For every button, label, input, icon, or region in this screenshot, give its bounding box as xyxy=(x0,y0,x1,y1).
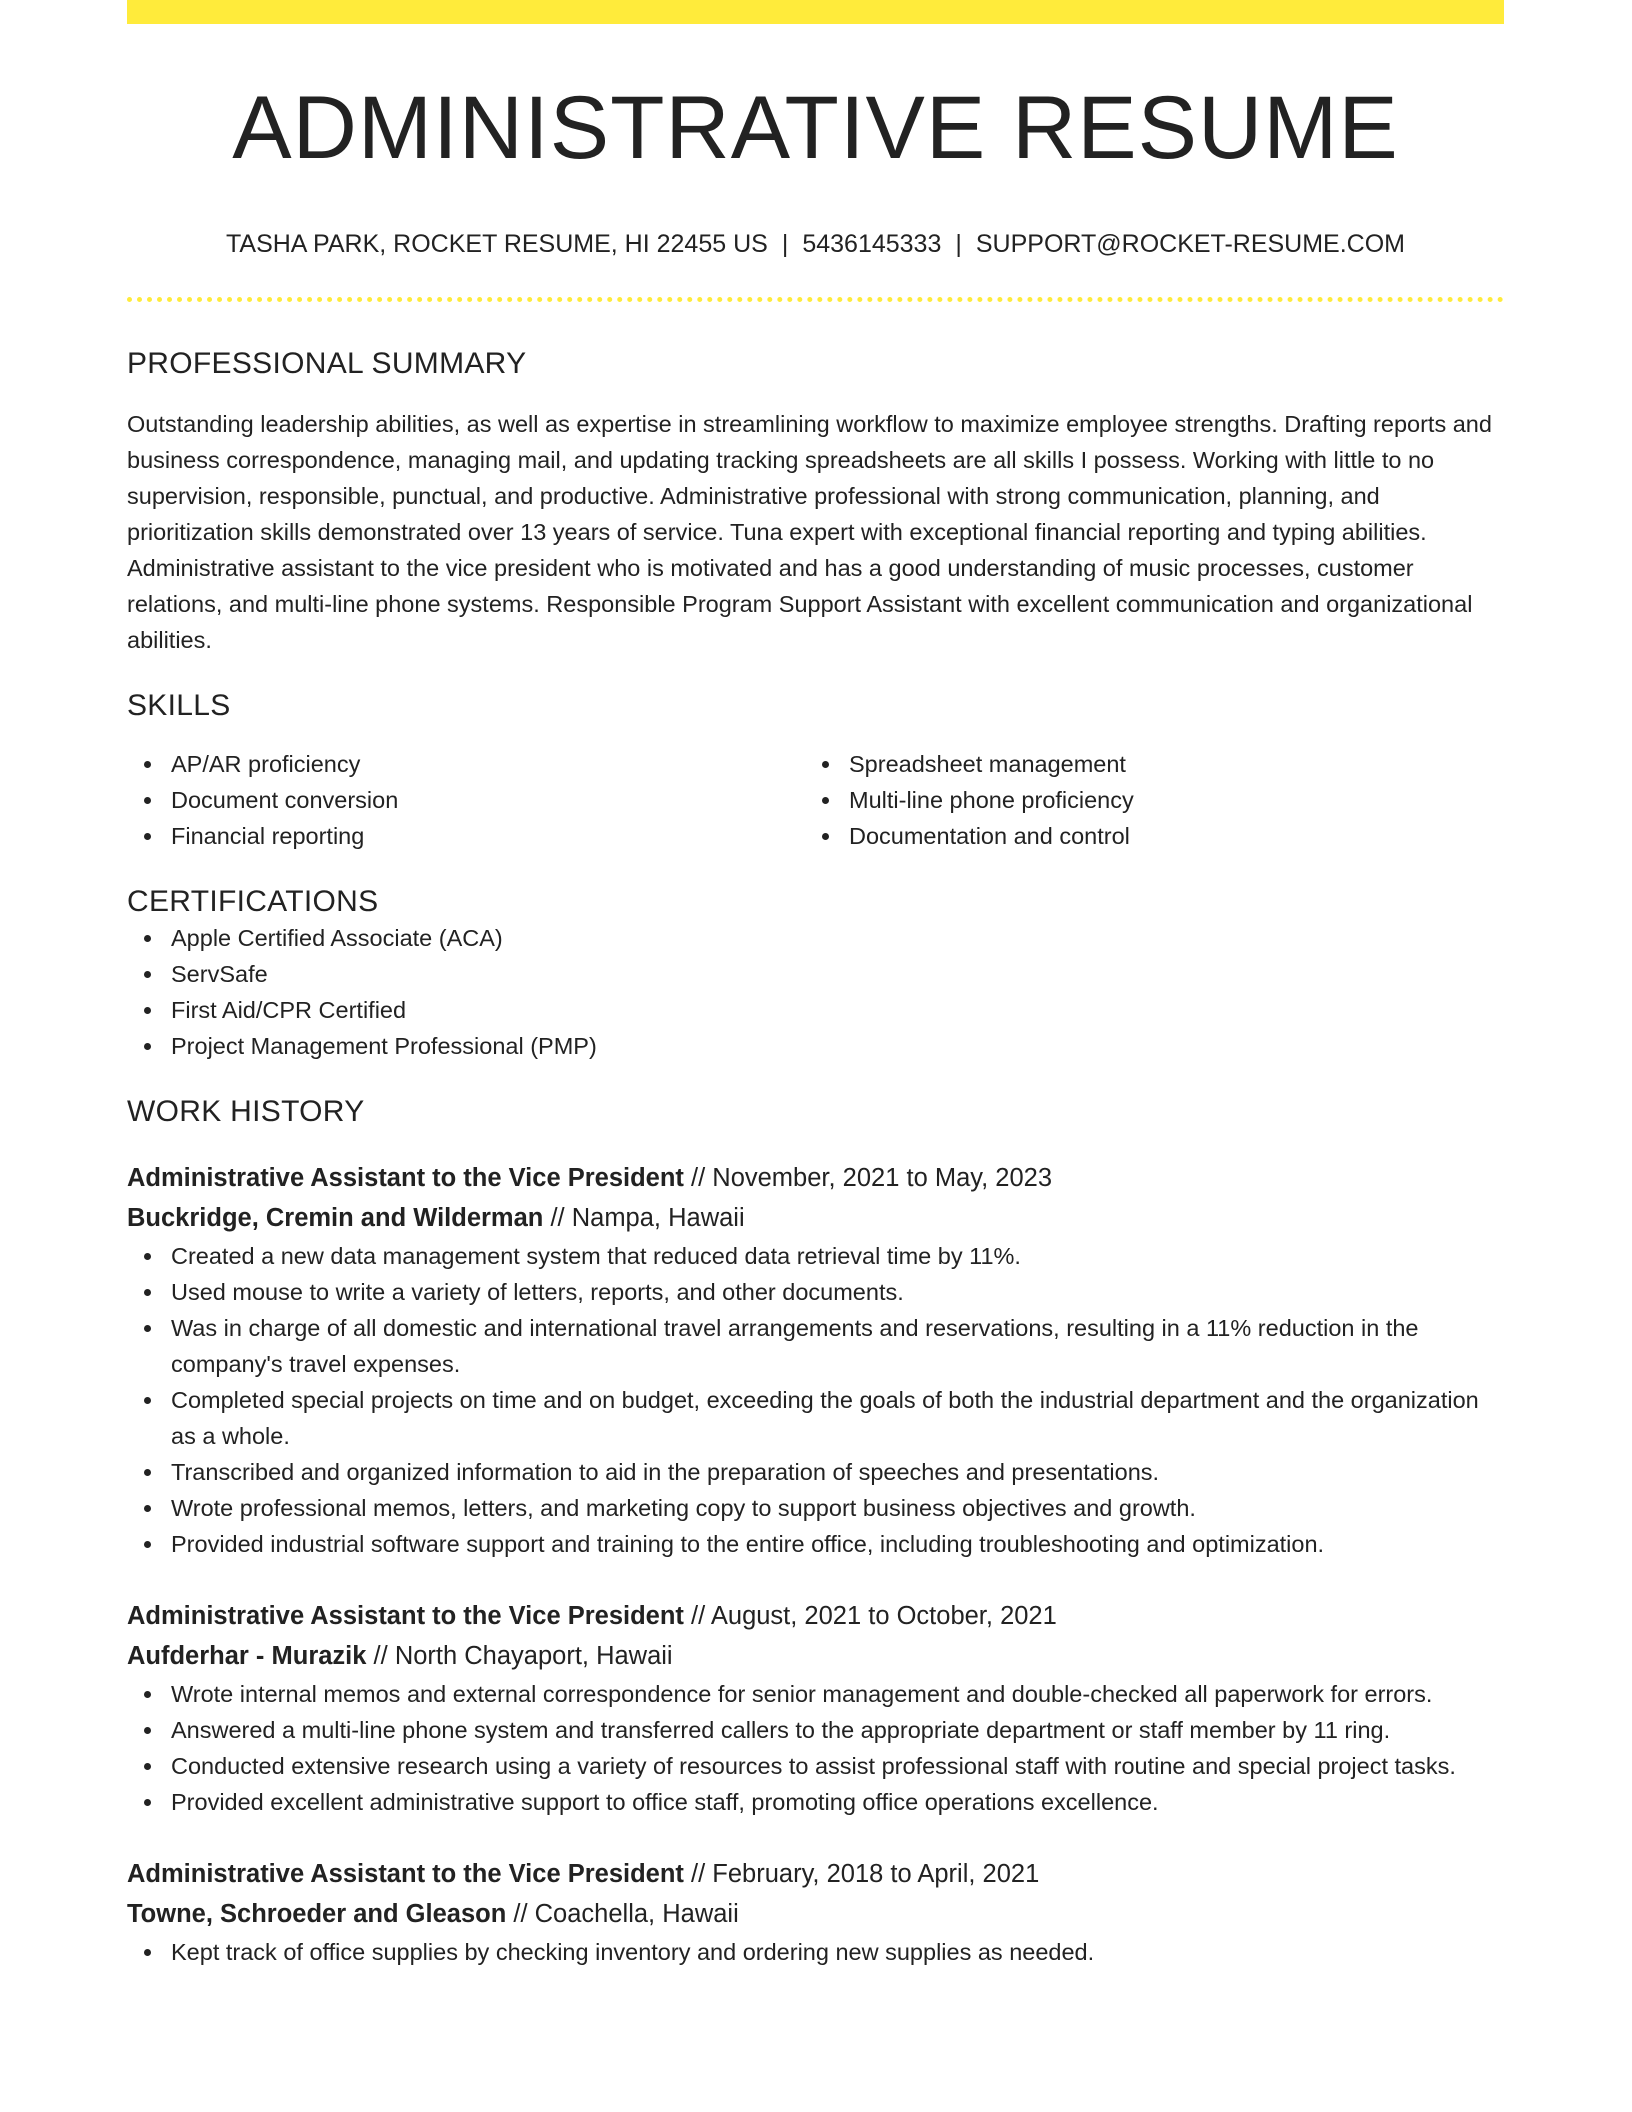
certification-item: Project Management Professional (PMP) xyxy=(127,1028,1504,1064)
certifications-list xyxy=(127,920,1504,1064)
resume-page xyxy=(127,0,1504,1970)
summary-heading: PROFESSIONAL SUMMARY xyxy=(127,346,527,380)
job-title-line xyxy=(127,1158,1504,1198)
job-company-line xyxy=(127,1894,1504,1934)
job-title: Administrative Assistant to the Vice President xyxy=(127,1859,684,1888)
certification-item: First Aid/CPR Certified xyxy=(127,992,1504,1028)
job-company-line xyxy=(127,1636,1504,1676)
job-bullet: Wrote professional memos, letters, and marketing copy to support business objectives and growth. xyxy=(127,1490,1504,1526)
job-dates: November, 2021 to May, 2023 xyxy=(712,1163,1053,1192)
dotted-divider xyxy=(127,297,1504,302)
skills-list-right xyxy=(805,746,1504,854)
certifications-heading: CERTIFICATIONS xyxy=(127,884,379,918)
job-separator: // xyxy=(691,1859,706,1888)
contact-separator: | xyxy=(781,229,789,258)
job-separator: // xyxy=(550,1203,565,1232)
job-separator: // xyxy=(513,1899,528,1928)
job-bullet: Used mouse to write a variety of letters, reports, and other documents. xyxy=(127,1274,1504,1310)
summary-text: Outstanding leadership abilities, as well as expertise in streamlining workflow to maximize employee strengths. Drafting reports and business correspondence, managing mail, and updating tracking spreadsheets are all skills I possess. Working with little to no supervision, responsible, punctual, and productive. Administrative professional with strong communication, planning, and prioritization skills demonstrated over 13 years of service. Tuna expert with exceptional financial reporting and typing abilities. Administrative assistant to the vice president who is motivated and has a good understanding of music processes, customer relations, and multi-line phone systems. Responsible Program Support Assistant with excellent communication and organizational abilities. xyxy=(127,410,1492,653)
job-separator: // xyxy=(691,1163,706,1192)
job-bullet: Was in charge of all domestic and international travel arrangements and reservations, resulting in a 11% reduction in the company's travel expenses. xyxy=(127,1310,1504,1382)
job-bullet: Transcribed and organized information to aid in the preparation of speeches and presentations. xyxy=(127,1454,1504,1490)
job-dates: February, 2018 to April, 2021 xyxy=(712,1859,1040,1888)
job-company: Aufderhar - Murazik xyxy=(127,1641,367,1670)
contact-address: TASHA PARK, ROCKET RESUME, HI 22455 US xyxy=(225,229,768,258)
job-location: North Chayaport, Hawaii xyxy=(394,1641,673,1670)
job-separator: // xyxy=(373,1641,388,1670)
job-entry xyxy=(127,1854,1504,1970)
job-dates: August, 2021 to October, 2021 xyxy=(710,1601,1057,1630)
skill-item: AP/AR proficiency xyxy=(127,746,805,782)
contact-line xyxy=(127,229,1504,259)
skill-item: Multi-line phone proficiency xyxy=(805,782,1504,818)
certification-item: Apple Certified Associate (ACA) xyxy=(127,920,1504,956)
skill-item: Spreadsheet management xyxy=(805,746,1504,782)
job-title: Administrative Assistant to the Vice President xyxy=(127,1601,684,1630)
job-title-line xyxy=(127,1596,1504,1636)
job-bullet: Provided excellent administrative support to office staff, promoting office operations excellence. xyxy=(127,1784,1504,1820)
job-bullet: Completed special projects on time and on budget, exceeding the goals of both the industrial department and the organization as a whole. xyxy=(127,1382,1504,1454)
certification-item: ServSafe xyxy=(127,956,1504,992)
job-location: Coachella, Hawaii xyxy=(534,1899,739,1928)
job-entry xyxy=(127,1596,1504,1820)
work-history-heading: WORK HISTORY xyxy=(127,1094,365,1128)
job-bullet: Answered a multi-line phone system and transferred callers to the appropriate department or staff member by 11 ring. xyxy=(127,1712,1504,1748)
skill-item: Documentation and control xyxy=(805,818,1504,854)
job-bullets xyxy=(127,1934,1504,1970)
job-bullets xyxy=(127,1238,1504,1562)
job-bullet: Kept track of office supplies by checking inventory and ordering new supplies as needed. xyxy=(127,1934,1504,1970)
skills-grid xyxy=(127,746,1504,854)
job-bullets xyxy=(127,1676,1504,1820)
job-title-line xyxy=(127,1854,1504,1894)
skill-item: Financial reporting xyxy=(127,818,805,854)
job-bullet: Created a new data management system that reduced data retrieval time by 11%. xyxy=(127,1238,1504,1274)
job-company: Buckridge, Cremin and Wilderman xyxy=(127,1203,544,1232)
job-company: Towne, Schroeder and Gleason xyxy=(127,1899,507,1928)
top-accent-bar xyxy=(127,0,1504,24)
contact-separator: | xyxy=(955,229,962,258)
job-bullet: Conducted extensive research using a variety of resources to assist professional staff with routine and special project tasks. xyxy=(127,1748,1504,1784)
contact-email: SUPPORT@ROCKET-RESUME.COM xyxy=(975,229,1406,258)
job-title: Administrative Assistant to the Vice President xyxy=(127,1163,684,1192)
job-location: Nampa, Hawaii xyxy=(571,1203,745,1232)
skills-list-left xyxy=(127,746,805,854)
job-company-line xyxy=(127,1198,1504,1238)
job-separator: // xyxy=(691,1601,706,1630)
resume-title: ADMINISTRATIVE RESUME xyxy=(232,77,1399,177)
job-entry xyxy=(127,1158,1504,1562)
job-bullet: Wrote internal memos and external correspondence for senior management and double-checked all paperwork for errors. xyxy=(127,1676,1504,1712)
skill-item: Document conversion xyxy=(127,782,805,818)
skills-heading: SKILLS xyxy=(127,688,231,722)
job-bullet: Provided industrial software support and training to the entire office, including troubleshooting and optimization. xyxy=(127,1526,1504,1562)
contact-phone: 5436145333 xyxy=(802,229,942,258)
